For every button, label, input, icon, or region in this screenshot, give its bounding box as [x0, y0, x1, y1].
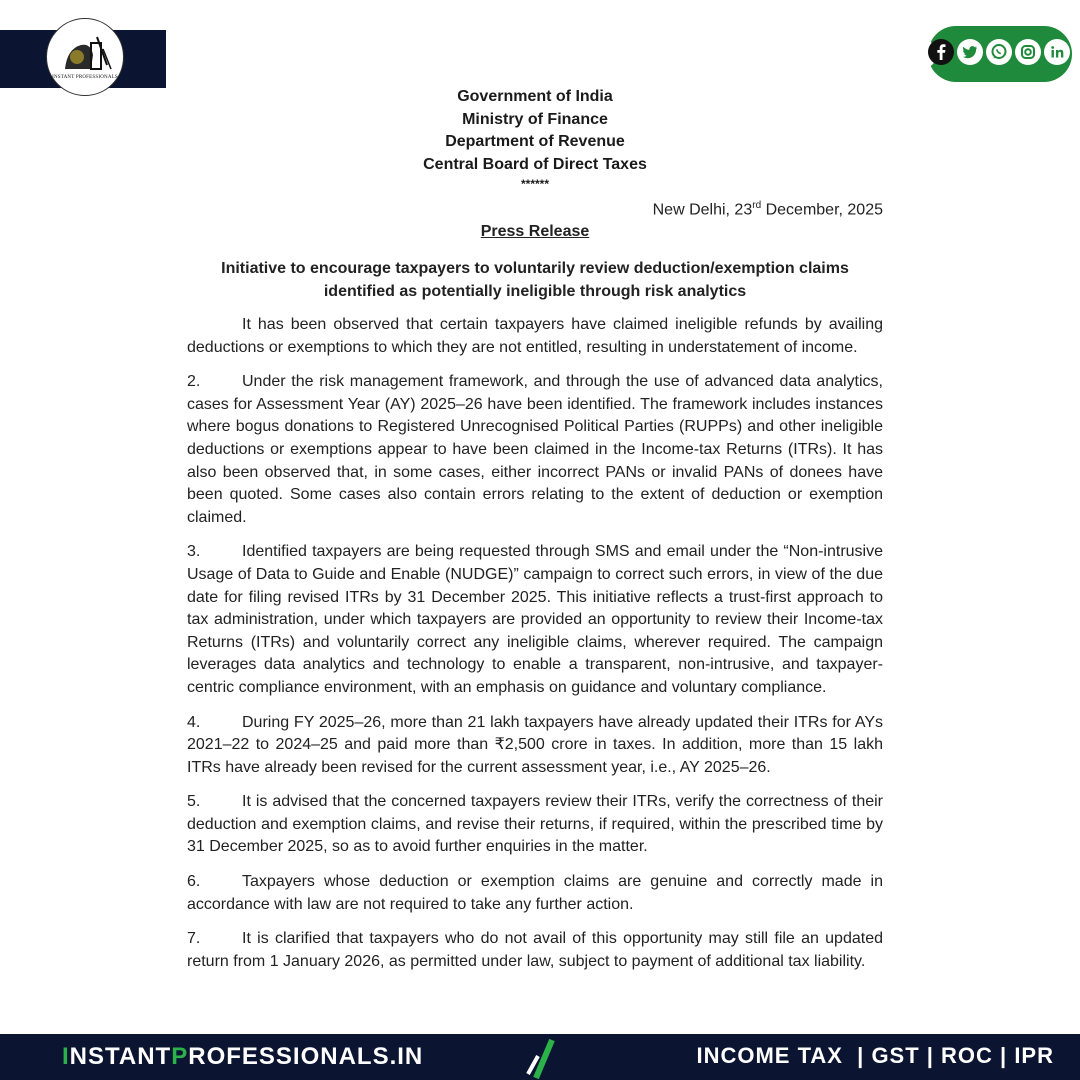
- twitter-icon[interactable]: [957, 39, 983, 65]
- footer-services: INCOME TAX | GST | ROC | IPR: [696, 1043, 1054, 1068]
- header-line-ministry: Ministry of Finance: [462, 110, 608, 128]
- press-release-title: Press Release: [480, 223, 590, 240]
- paragraph-4: 4. During FY 2025–26, more than 21 lakh taxpayers have already updated their ITRs for AYs 2021–22 to 2024–25 and paid more than ₹2,500 crore in taxes. In addition, more than 15 lakh ITRs have already been revised for the current assessment year, i.e., AY 2025–26.: [187, 713, 883, 776]
- document-header: [187, 86, 883, 190]
- footer-bar: [0, 1034, 1080, 1080]
- header-line-government: Government of India: [457, 88, 613, 105]
- paragraph-3: 3. Identified taxpayers are being requested through SMS and email under the “Non-intrusive Usage of Data to Guide and Enable (NUDGE)” campaign to correct such errors, in view of the due date for filing revised ITRs by 31 December 2025. This initiative reflects a trust-first approach to tax administration, under which taxpayers are provided an opportunity to review their Income-tax Returns (ITRs) and voluntarily correct any ineligible claims, wherever required. The campaign leverages data analytics and technology to enable a transparent, non-intrusive, and taxpayer-centric compliance environment, with an emphasis on guidance and voluntary compliance.: [187, 543, 883, 696]
- paragraph-2: 2. Under the risk management framework, and through the use of advanced data analytics, cases for Assessment Year (AY) 2025–26 have been identified. The framework includes instances where bogus donations to Registered Unrecognised Political Parties (RUPPs) and other ineligible deductions or exemptions appear to have been claimed in the Income-tax Returns (ITRs). It has also been observed that, in some cases, either incorrect PANs or invalid PANs of donees have been quoted. Some cases also contain errors relating to the extent of deduction or exemption claimed.: [187, 373, 883, 526]
- paragraph-7: 7. It is clarified that taxpayers who do not avail of this opportunity may still file an updated return from 1 January 2026, as permitted under law, subject to payment of additional tax liability.: [187, 930, 883, 970]
- paragraph-6: 6. Taxpayers whose deduction or exemption claims are genuine and correctly made in accordance with law are not required to take any further action.: [187, 873, 883, 913]
- dateline: New Delhi, 23rd December, 2025: [652, 200, 883, 219]
- header-stars: ******: [520, 177, 550, 191]
- instagram-icon[interactable]: [1015, 39, 1041, 65]
- header-line-board: Central Board of Direct Taxes: [423, 155, 647, 173]
- body-paragraphs: [187, 314, 883, 985]
- footer-website[interactable]: INSTANTPROFESSIONALS.IN: [62, 1043, 424, 1070]
- logo-text: INSTANT PROFESSIONALS: [52, 75, 118, 80]
- brand-logo: [46, 18, 124, 96]
- slash-divider-icon: [522, 1034, 562, 1080]
- paragraph-5: 5. It is advised that the concerned taxpayers review their ITRs, verify the correctness of their deduction and exemption claims, and revise their returns, if required, within the prescribed time by 31 December 2025, so as to avoid further enquiries in the matter.: [187, 793, 883, 856]
- linkedin-icon[interactable]: [1044, 39, 1070, 65]
- subject-heading: Initiative to encourage taxpayers to voluntarily review deduction/exemption claims identified as potentially ineligible through risk analytics: [221, 260, 849, 300]
- logo-emblem-icon: [47, 19, 124, 96]
- social-links-bar: [928, 26, 1072, 82]
- header-line-department: Department of Revenue: [445, 133, 625, 150]
- facebook-icon[interactable]: [928, 39, 954, 65]
- paragraph-1: It has been observed that certain taxpayers have claimed ineligible refunds by availing deductions or exemptions to which they are not entitled, resulting in understatement of income.: [187, 316, 883, 356]
- whatsapp-icon[interactable]: [986, 39, 1012, 65]
